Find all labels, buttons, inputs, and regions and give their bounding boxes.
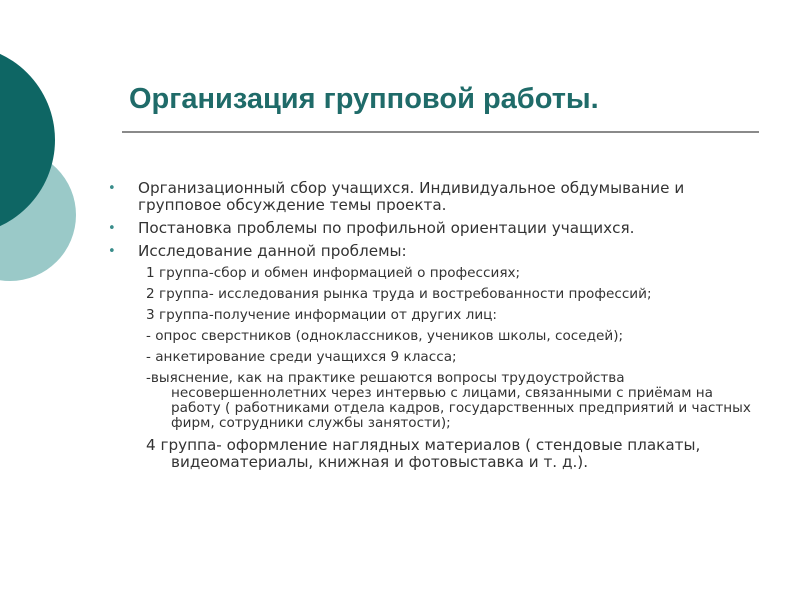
- sub-item-group-1: 1 группа-сбор и обмен информацией о профессиях;: [146, 265, 521, 281]
- title-divider: [122, 131, 759, 133]
- sub-item-questionnaire: - анкетирование среди учащихся 9 класса;: [146, 349, 457, 365]
- sub-item-group-4: 4 группа- оформление наглядных материалов ( стендовые плакаты, видеоматериалы, книжная и фотовыставка и т. д.).: [146, 436, 701, 471]
- bullet-text: Организационный сбор учащихся. Индивидуальное обдумывание и групповое обсуждение темы проекта.: [138, 179, 685, 214]
- bullet-marker: •: [108, 244, 116, 259]
- sub-item-survey: - опрос сверстников (одноклассников, учеников школы, соседей);: [146, 328, 624, 344]
- bullet-item: [108, 243, 758, 260]
- bullet-item: [108, 220, 758, 237]
- decorative-circles: [0, 0, 110, 320]
- bullet-text: Постановка проблемы по профильной ориентации учащихся.: [138, 219, 635, 237]
- bullet-item: [108, 180, 758, 214]
- bullet-marker: •: [108, 221, 116, 236]
- bullet-text: Исследование данной проблемы:: [138, 242, 407, 260]
- sub-item-group-2: 2 группа- исследования рынка труда и востребованности профессий;: [146, 286, 652, 302]
- sub-item-interview: -выяснение, как на практике решаются вопросы трудоустройства несовершеннолетних через интервью с лицами, связанными с приёмам на работу ( работниками отдела кадров, государственных предприятий и частных фирм, сотрудники службы занятости);: [146, 370, 751, 431]
- bullet-marker: •: [108, 181, 116, 196]
- slide-title: Организация групповой работы.: [129, 83, 599, 115]
- sub-item-group-3: 3 группа-получение информации от других лиц:: [146, 307, 497, 323]
- bullet-list: [108, 180, 758, 477]
